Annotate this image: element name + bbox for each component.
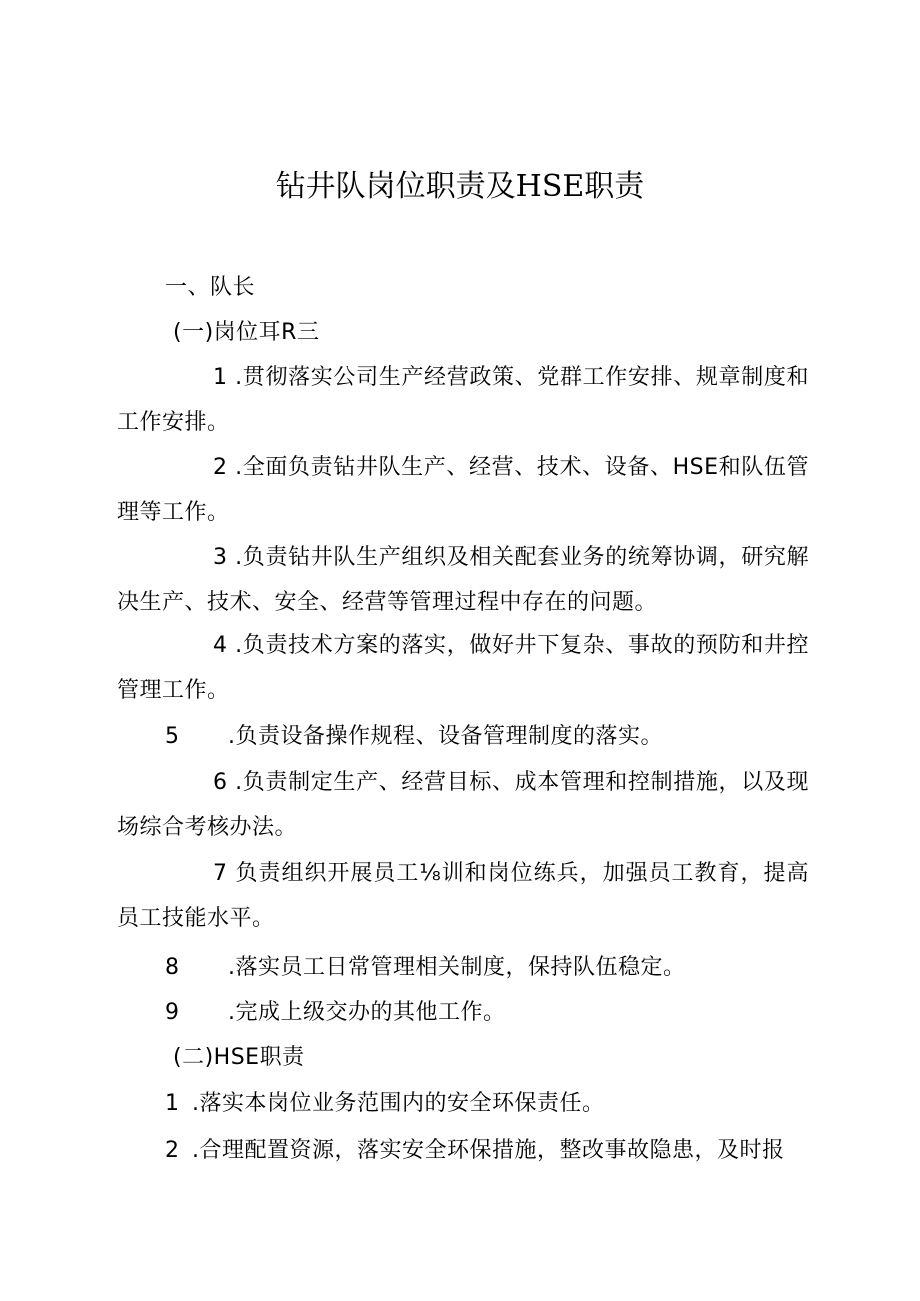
duty-item-4 (117, 623, 809, 713)
document-title: 钻井队岗位职责及HSE职责 (275, 169, 645, 204)
duty-number: 1 (213, 365, 228, 390)
hse-text: .合理配置资源，落实安全环保措施，整改事故隐患，及时报 (192, 1138, 785, 1163)
subsection-heading-duties: (一)岗位耳R三 (173, 320, 320, 345)
hse-item-2 (165, 1135, 785, 1167)
hse-item-1 (165, 1088, 605, 1120)
duty-text: .负责设备操作规程、设备管理制度的落实。 (228, 724, 663, 749)
duty-item-3 (117, 535, 809, 625)
subsection-heading-hse: (二)HSE职责 (173, 1045, 305, 1070)
duty-number: 6 (213, 770, 228, 795)
duty-text: .负责制定生产、经营目标、成本管理和控制措施，以及现场综合考核办法。 (117, 770, 809, 840)
duty-text: .落实员工日常管理相关制度，保持队伍稳定。 (228, 955, 686, 980)
duty-text: .全面负责钻井队生产、经营、技术、设备、HSE和队伍管理等工作。 (117, 455, 809, 525)
duty-number: 7 (213, 861, 228, 886)
duty-item-2 (117, 445, 809, 535)
duty-number: 4 (213, 633, 228, 658)
duty-item-7 (117, 851, 809, 941)
section-heading-captain: 一、队长 (165, 275, 256, 300)
duty-item-1 (117, 355, 809, 445)
duty-number: 8 (165, 955, 180, 980)
duty-number: 3 (213, 545, 228, 570)
hse-number: 1 (165, 1091, 180, 1116)
duty-text: 负责组织开展员工⅛训和岗位练兵，加强员工教育，提高员工技能水平。 (117, 861, 809, 931)
duty-item-5 (165, 721, 663, 753)
duty-text: .负责钻井队生产组织及相关配套业务的统筹协调，研究解决生产、技术、安全、经营等管理过程中存在的问题。 (117, 545, 809, 615)
duty-item-8 (165, 952, 686, 984)
duty-text: .贯彻落实公司生产经营政策、党群工作安排、规章制度和工作安排。 (117, 365, 809, 435)
duty-text: .完成上级交办的其他工作。 (228, 1000, 506, 1025)
duty-number: 2 (213, 455, 228, 480)
duty-item-6 (117, 760, 809, 850)
duty-text: .负责技术方案的落实，做好井下复杂、事故的预防和井控管理工作。 (117, 633, 809, 703)
duty-number: 9 (165, 1000, 180, 1025)
duty-number: 5 (165, 724, 180, 749)
hse-number: 2 (165, 1138, 180, 1163)
duty-item-9 (165, 997, 506, 1029)
hse-text: .落实本岗位业务范围内的安全环保责任。 (192, 1091, 605, 1116)
